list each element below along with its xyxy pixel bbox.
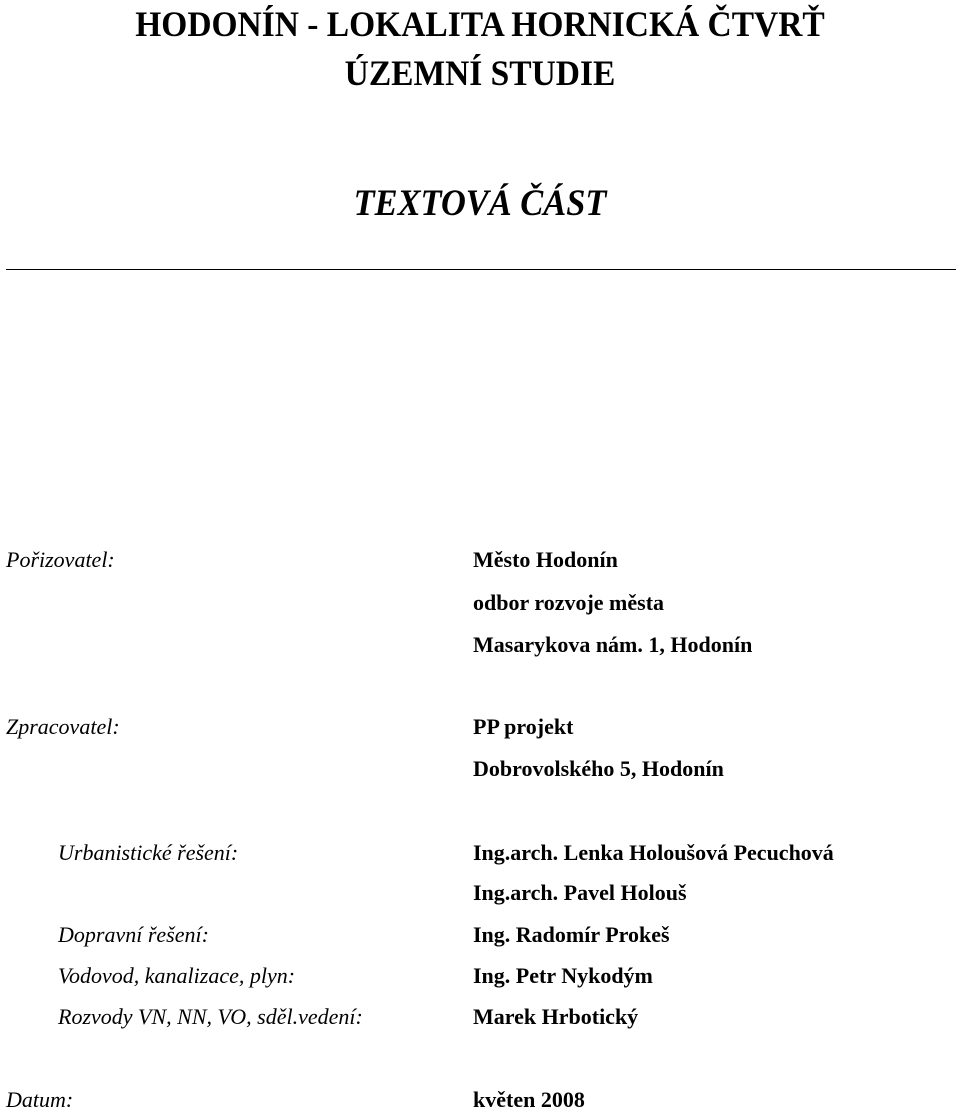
- rozvody-name: Marek Hrbotický: [473, 1004, 639, 1029]
- document-subtitle: TEXTOVÁ ČÁST: [353, 183, 607, 224]
- vodovod-name: Ing. Petr Nykodým: [473, 963, 653, 988]
- horizontal-divider: [6, 269, 956, 270]
- vodovod-label: Vodovod, kanalizace, plyn:: [58, 963, 296, 988]
- porizovatel-line-3: Masarykova nám. 1, Hodonín: [473, 632, 753, 657]
- datum-value: květen 2008: [473, 1087, 585, 1112]
- document-title-line-2: ÚZEMNÍ STUDIE: [344, 53, 616, 93]
- dopravni-reseni-name: Ing. Radomír Prokeš: [473, 922, 670, 947]
- zpracovatel-line-2: Dobrovolského 5, Hodonín: [473, 756, 724, 781]
- urbanisticke-reseni-label: Urbanistické řešení:: [58, 840, 239, 865]
- porizovatel-line-1: Město Hodonín: [473, 547, 618, 572]
- document-title-line-1: HODONÍN - LOKALITA HORNICKÁ ČTVRŤ: [135, 4, 825, 44]
- zpracovatel-line-1: PP projekt: [473, 714, 574, 739]
- urbanisticke-reseni-name-1: Ing.arch. Lenka Holoušová Pecuchová: [473, 840, 834, 865]
- dopravni-reseni-label: Dopravní řešení:: [58, 922, 209, 947]
- zpracovatel-label: Zpracovatel:: [6, 714, 120, 739]
- porizovatel-line-2: odbor rozvoje města: [473, 590, 665, 615]
- urbanisticke-reseni-name-2: Ing.arch. Pavel Holouš: [473, 880, 687, 905]
- datum-label: Datum:: [6, 1087, 74, 1112]
- rozvody-label: Rozvody VN, NN, VO, sděl.vedení:: [58, 1004, 363, 1029]
- porizovatel-label: Pořizovatel:: [6, 547, 115, 572]
